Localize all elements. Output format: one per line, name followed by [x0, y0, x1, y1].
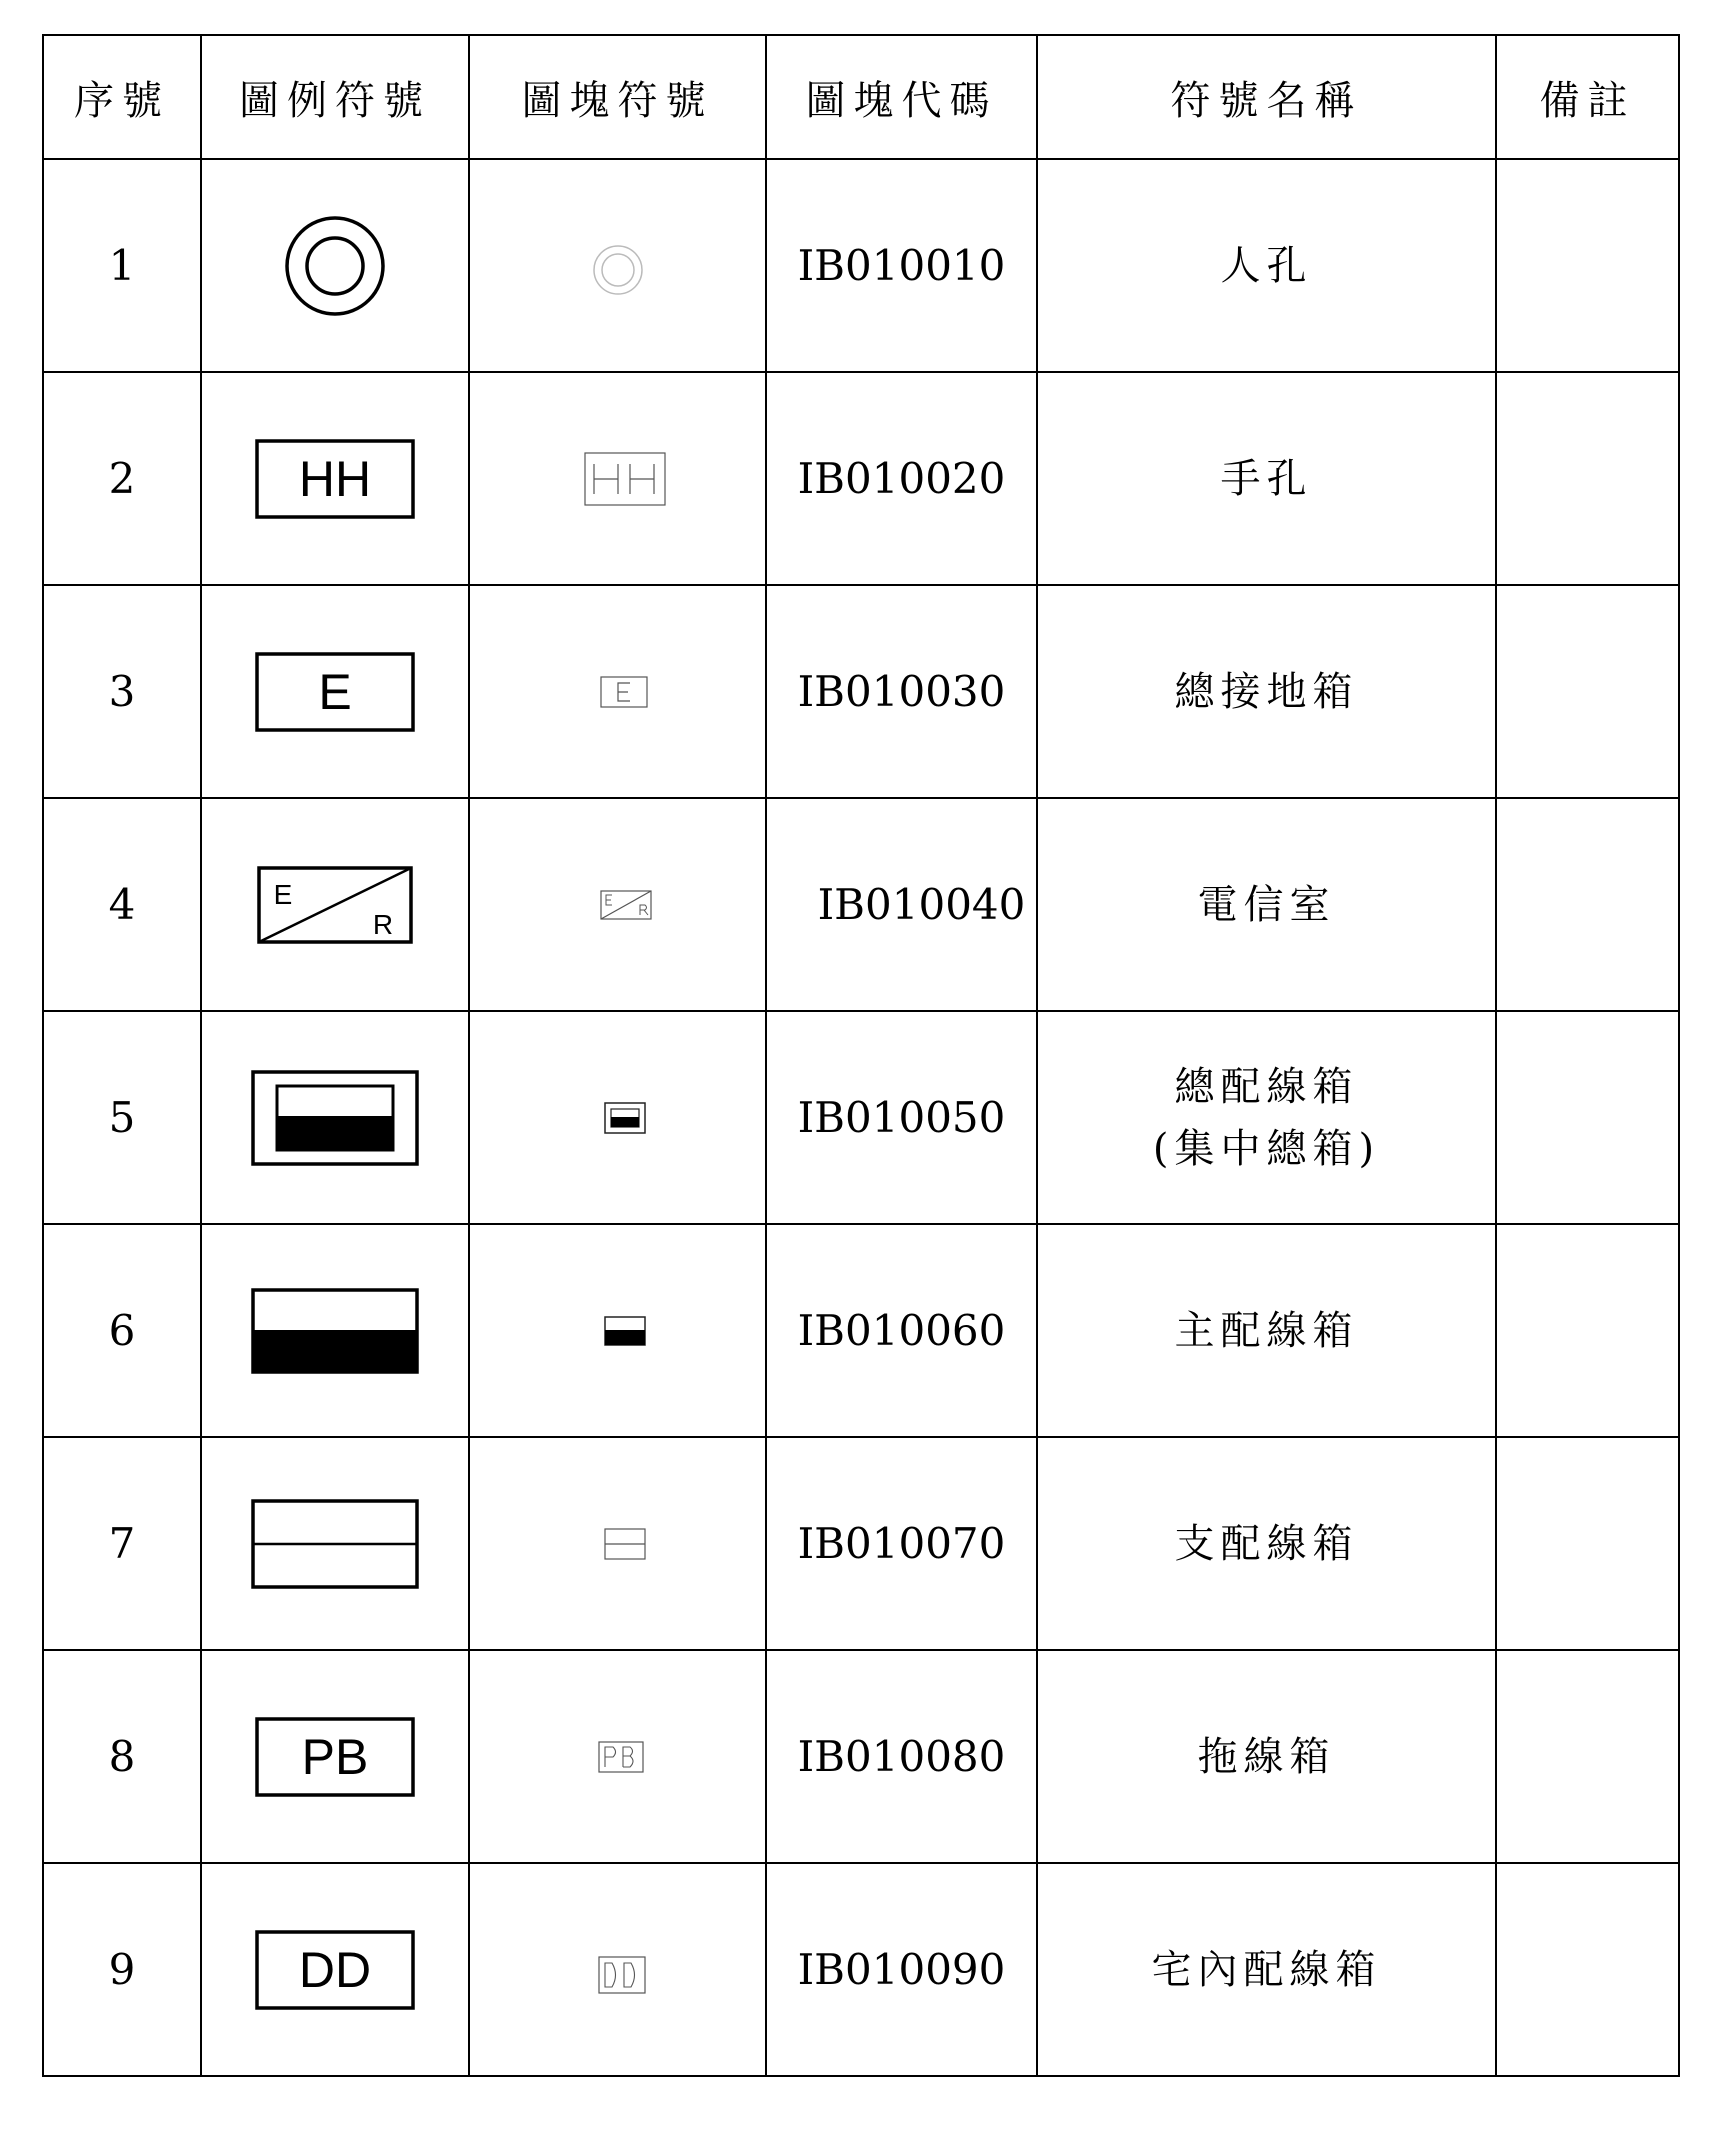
- block-symbol-cell: [469, 1863, 766, 2076]
- telecom-room-label-e: E: [273, 878, 293, 910]
- row-seq: 8: [43, 1650, 201, 1863]
- legend-symbol-cell: [201, 1650, 469, 1863]
- table-row: [43, 372, 1679, 585]
- primary-distribution-box-block-icon: [604, 1316, 646, 1346]
- legend-symbol-cell: [201, 798, 469, 1011]
- remark-cell: [1496, 585, 1679, 798]
- block-symbol-cell: [469, 159, 766, 372]
- row-seq: 1: [43, 159, 201, 372]
- main-distribution-box-block-icon: [604, 1102, 646, 1134]
- header-legend-symbol: 圖例符號: [201, 35, 469, 159]
- header-remarks: 備註: [1496, 35, 1679, 159]
- telecom-room-block-icon: [600, 890, 652, 920]
- indoor-distribution-box-icon: [255, 1930, 415, 2010]
- row-seq: 9: [43, 1863, 201, 2076]
- block-code: IB010080: [766, 1650, 1037, 1863]
- remark-cell: [1496, 1437, 1679, 1650]
- block-symbol-cell: [469, 798, 766, 1011]
- block-code: IB010050: [766, 1011, 1037, 1224]
- remark-cell: [1496, 1650, 1679, 1863]
- table-row: [43, 159, 1679, 372]
- symbol-name: [1037, 372, 1496, 585]
- block-symbol-cell: [469, 1437, 766, 1650]
- legend-symbol-cell: [201, 1224, 469, 1437]
- header-symbol-name: 符號名稱: [1037, 35, 1496, 159]
- block-symbol-cell: [469, 1011, 766, 1224]
- block-code: IB010030: [766, 585, 1037, 798]
- row-seq: 5: [43, 1011, 201, 1224]
- handhole-block-icon: [584, 452, 666, 506]
- symbol-name-line1: 宅內配線箱: [1151, 1946, 1382, 1993]
- remark-cell: [1496, 1224, 1679, 1437]
- block-symbol-cell: [469, 585, 766, 798]
- table-row: [43, 1650, 1679, 1863]
- indoor-distribution-box-block-icon: [598, 1956, 646, 1994]
- legend-symbol-cell: [201, 159, 469, 372]
- table-row: [43, 1863, 1679, 2076]
- row-seq: 3: [43, 585, 201, 798]
- pull-box-icon: [255, 1717, 415, 1797]
- pull-box-block-icon: [598, 1741, 644, 1773]
- symbol-name-line1: 拖線箱: [1197, 1733, 1336, 1780]
- legend-symbol-cell: [201, 1863, 469, 2076]
- header-block-symbol: 圖塊符號: [469, 35, 766, 159]
- symbol-name: [1037, 1224, 1496, 1437]
- symbol-name: [1037, 159, 1496, 372]
- main-distribution-box-icon: [251, 1070, 419, 1166]
- symbol-name-line1: 手孔: [1220, 455, 1313, 502]
- telecom-room-label-r: R: [372, 908, 394, 940]
- block-symbol-cell: [469, 1224, 766, 1437]
- row-seq: 6: [43, 1224, 201, 1437]
- block-code: IB010020: [766, 372, 1037, 585]
- table-row: [43, 1224, 1679, 1437]
- header-block-code: 圖塊代碼: [766, 35, 1037, 159]
- indoor-distribution-box-label: DD: [298, 1941, 372, 1998]
- primary-distribution-box-icon: [251, 1288, 419, 1374]
- symbol-name-line1: 總接地箱: [1174, 668, 1359, 715]
- grounding-box-label: E: [318, 663, 352, 720]
- table-row: [43, 1437, 1679, 1650]
- manhole-icon: [280, 211, 390, 321]
- table-row: [43, 798, 1679, 1011]
- row-seq: 2: [43, 372, 201, 585]
- grounding-box-block-icon: [600, 676, 648, 708]
- remark-cell: [1496, 798, 1679, 1011]
- remark-cell: [1496, 1011, 1679, 1224]
- table-row: [43, 585, 1679, 798]
- pull-box-label: PB: [301, 1728, 369, 1785]
- handhole-icon: [255, 439, 415, 519]
- block-code: IB010090: [766, 1863, 1037, 2076]
- telecom-room-icon: [257, 866, 413, 944]
- row-seq: 7: [43, 1437, 201, 1650]
- symbol-name: [1037, 1011, 1496, 1224]
- symbol-legend-table: [42, 34, 1680, 2077]
- symbol-name-line1: 人孔: [1220, 242, 1313, 289]
- remark-cell: [1496, 372, 1679, 585]
- symbol-name-line2: (集中總箱): [1152, 1125, 1381, 1172]
- block-code: IB010070: [766, 1437, 1037, 1650]
- symbol-name: [1037, 1437, 1496, 1650]
- header-row: [43, 35, 1679, 159]
- block-code: IB010060: [766, 1224, 1037, 1437]
- legend-symbol-cell: [201, 585, 469, 798]
- block-symbol-cell: [469, 372, 766, 585]
- symbol-name-line1: 支配線箱: [1174, 1520, 1359, 1567]
- table-row: [43, 1011, 1679, 1224]
- header-seq: 序號: [43, 35, 201, 159]
- row-seq: 4: [43, 798, 201, 1011]
- symbol-name-line1: 電信室: [1197, 881, 1336, 928]
- legend-symbol-cell: [201, 1011, 469, 1224]
- block-code: IB010010: [766, 159, 1037, 372]
- block-symbol-cell: [469, 1650, 766, 1863]
- branch-distribution-box-icon: [251, 1499, 419, 1589]
- remark-cell: [1496, 1863, 1679, 2076]
- symbol-name: [1037, 1863, 1496, 2076]
- handhole-label: HH: [298, 450, 372, 507]
- manhole-block-icon: [588, 240, 648, 300]
- branch-distribution-box-block-icon: [604, 1528, 646, 1560]
- symbol-name: [1037, 585, 1496, 798]
- block-code: IB010040: [766, 798, 1037, 1011]
- remark-cell: [1496, 159, 1679, 372]
- symbol-name-line1: 主配線箱: [1174, 1307, 1359, 1354]
- grounding-box-icon: [255, 652, 415, 732]
- symbol-name: [1037, 1650, 1496, 1863]
- legend-symbol-cell: [201, 1437, 469, 1650]
- legend-symbol-cell: [201, 372, 469, 585]
- symbol-name-line1: 總配線箱: [1174, 1063, 1359, 1110]
- symbol-name: [1037, 798, 1496, 1011]
